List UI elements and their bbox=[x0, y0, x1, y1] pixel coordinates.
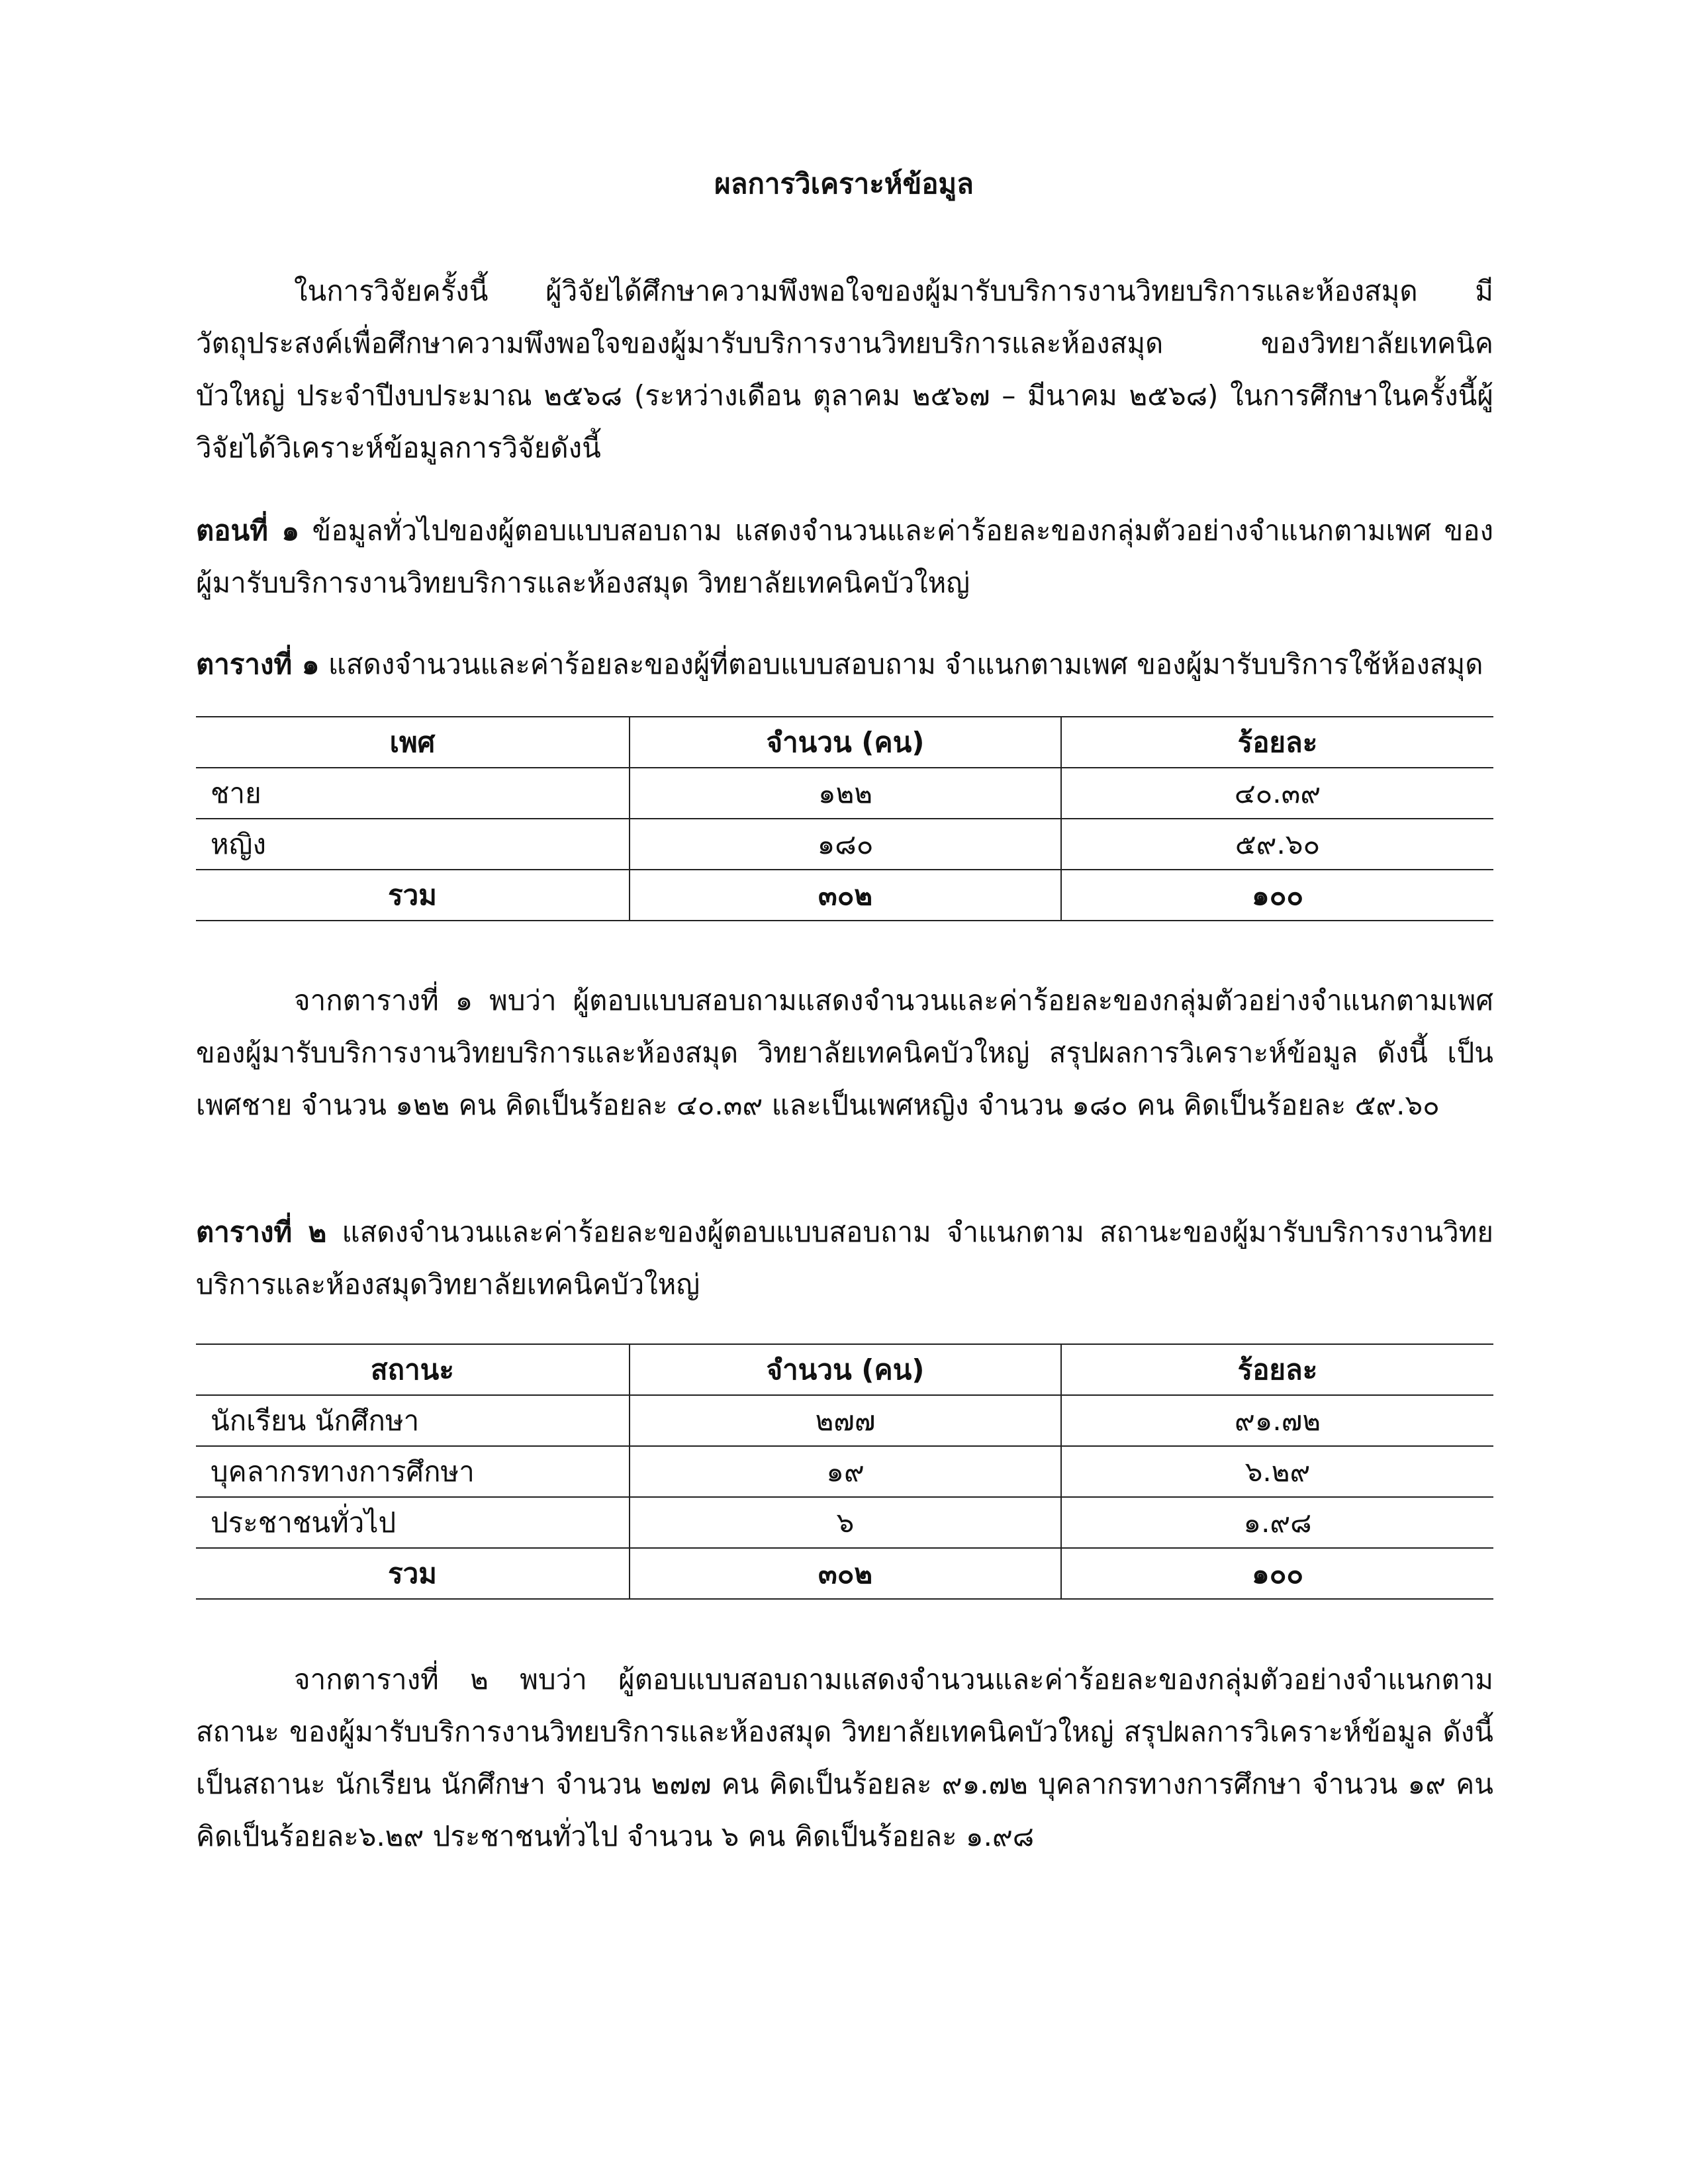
table2-header-status: สถานะ bbox=[196, 1344, 630, 1395]
table1-caption-text: แสดงจำนวนและค่าร้อยละของผู้ที่ตอบแบบสอบถาม จำแนกตามเพศ ของผู้มารับบริการใช้ห้องสมุด bbox=[319, 648, 1483, 680]
table-row bbox=[196, 768, 1493, 819]
intro-paragraph: ในการวิจัยครั้งนี้ ผู้วิจัยได้ศึกษาความพึงพอใจของผู้มารับบริการงานวิทยบริการและห้องสมุด มีวัตถุประสงค์เพื่อศึกษาความพึงพอใจของผู้มารับบริการงานวิทยบริการและห้องสมุด ของวิทยาลัยเทคนิคบัวใหญ่ ประจำปีงบประมาณ ๒๕๖๘ (ระหว่างเดือน ตุลาคม ๒๕๖๗ – มีนาคม ๒๕๖๘) ในการศึกษาในครั้งนี้ผู้วิจัยได้วิเคราะห์ข้อมูลการวิจัยดังนี้ bbox=[196, 275, 1493, 464]
table2-total-row bbox=[196, 1548, 1493, 1599]
table-cell: ชาย bbox=[196, 768, 630, 819]
table1-header-row bbox=[196, 717, 1493, 768]
table1-header-percent: ร้อยละ bbox=[1061, 717, 1493, 768]
table-cell: รวม bbox=[196, 1548, 630, 1599]
table-cell: ๓๐๒ bbox=[630, 1548, 1061, 1599]
table2-header-row bbox=[196, 1344, 1493, 1395]
table2-header-percent: ร้อยละ bbox=[1061, 1344, 1493, 1395]
table-cell: ๑๐๐ bbox=[1061, 1548, 1493, 1599]
table-row bbox=[196, 1497, 1493, 1548]
table1-caption bbox=[196, 638, 1493, 690]
table-row bbox=[196, 1446, 1493, 1497]
table2-summary: จากตารางที่ ๒ พบว่า ผู้ตอบแบบสอบถามแสดงจำนวนและค่าร้อยละของกลุ่มตัวอย่างจำแนกตามสถานะ ของผู้มารับบริการงานวิทยบริการและห้องสมุด วิทยาลัยเทคนิคบัวใหญ่ สรุปผลการวิเคราะห์ข้อมูล ดังนี้ เป็นสถานะ นักเรียน นักศึกษา จำนวน ๒๗๗ คน คิดเป็นร้อยละ ๙๑.๗๒ บุคลากรทางการศึกษา จำนวน ๑๙ คน คิดเป็นร้อยละ๖.๒๙ ประชาชนทั่วไป จำนวน ๖ คน คิดเป็นร้อยละ ๑.๙๘ bbox=[196, 1663, 1493, 1852]
table-cell: ๑๒๒ bbox=[630, 768, 1061, 819]
part1-label: ตอนที่ ๑ bbox=[196, 514, 300, 547]
table-cell: นักเรียน นักศึกษา bbox=[196, 1395, 630, 1446]
table-cell: หญิง bbox=[196, 819, 630, 870]
table2-header-count: จำนวน (คน) bbox=[630, 1344, 1061, 1395]
table-cell: บุคลากรทางการศึกษา bbox=[196, 1446, 630, 1497]
table2-caption-label: ตารางที่ ๒ bbox=[196, 1216, 327, 1248]
table1-header-gender: เพศ bbox=[196, 717, 630, 768]
table1-total-row bbox=[196, 870, 1493, 921]
table-cell: ประชาชนทั่วไป bbox=[196, 1497, 630, 1548]
table1-header-count: จำนวน (คน) bbox=[630, 717, 1061, 768]
page-title: ผลการวิเคราะห์ข้อมูล bbox=[714, 167, 974, 200]
table-row bbox=[196, 1395, 1493, 1446]
table-cell: ๑๘๐ bbox=[630, 819, 1061, 870]
part1-heading bbox=[196, 504, 1493, 609]
table-cell: รวม bbox=[196, 870, 630, 921]
table1 bbox=[196, 716, 1493, 921]
table-cell: ๑๐๐ bbox=[1061, 870, 1493, 921]
table-cell: ๙๑.๗๒ bbox=[1061, 1395, 1493, 1446]
table-cell: ๑๙ bbox=[630, 1446, 1061, 1497]
table-cell: ๔๐.๓๙ bbox=[1061, 768, 1493, 819]
table-cell: ๕๙.๖๐ bbox=[1061, 819, 1493, 870]
table-cell: ๖.๒๙ bbox=[1061, 1446, 1493, 1497]
table2-caption-text: แสดงจำนวนและค่าร้อยละของผู้ตอบแบบสอบถาม จำแนกตาม สถานะของผู้มารับบริการงานวิทยบริการและห้องสมุดวิทยาลัยเทคนิคบัวใหญ่ bbox=[196, 1216, 1493, 1300]
table-row bbox=[196, 819, 1493, 870]
table-cell: ๓๐๒ bbox=[630, 870, 1061, 921]
table1-caption-label: ตารางที่ ๑ bbox=[196, 648, 320, 680]
table1-summary: จากตารางที่ ๑ พบว่า ผู้ตอบแบบสอบถามแสดงจำนวนและค่าร้อยละของกลุ่มตัวอย่างจำแนกตามเพศ ของผู้มารับบริการงานวิทยบริการและห้องสมุด วิทยาลัยเทคนิคบัวใหญ่ สรุปผลการวิเคราะห์ข้อมูล ดังนี้ เป็นเพศชาย จำนวน ๑๒๒ คน คิดเป็นร้อยละ ๔๐.๓๙ และเป็นเพศหญิง จำนวน ๑๘๐ คน คิดเป็นร้อยละ ๕๙.๖๐ bbox=[196, 984, 1493, 1121]
table2 bbox=[196, 1343, 1493, 1600]
table-cell: ๖ bbox=[630, 1497, 1061, 1548]
table2-caption bbox=[196, 1206, 1493, 1310]
part1-text: ข้อมูลทั่วไปของผู้ตอบแบบสอบถาม แสดงจำนวนและค่าร้อยละของกลุ่มตัวอย่างจำแนกตามเพศ ของผู้มารับบริการงานวิทยบริการและห้องสมุด วิทยาลัยเทคนิคบัวใหญ่ bbox=[196, 514, 1493, 599]
table-cell: ๑.๙๘ bbox=[1061, 1497, 1493, 1548]
table-cell: ๒๗๗ bbox=[630, 1395, 1061, 1446]
